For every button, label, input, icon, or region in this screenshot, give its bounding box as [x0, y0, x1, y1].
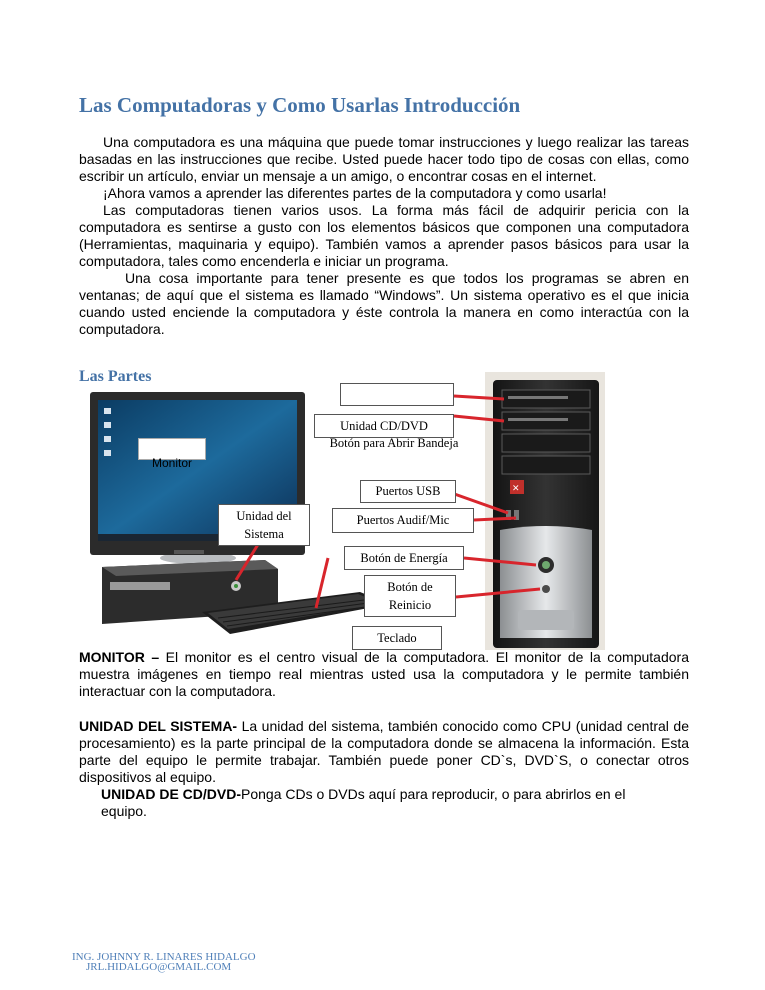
system-unit-description: [79, 718, 689, 786]
system-unit-term: UNIDAD DEL SISTEMA-: [79, 718, 238, 734]
cd-dvd-term: UNIDAD DE CD/DVD-: [101, 786, 241, 802]
system-unit-label-line-1: Unidad del: [236, 509, 292, 523]
reset-button-label-line-1: Botón de: [387, 580, 433, 594]
tray-button-label: Botón para Abrir Bandeja: [329, 436, 459, 450]
intro-paragraph-1: Una computadora es una máquina que puede tomar instrucciones y luego realizar las tareas basadas en las instrucciones que recibe. Usted puede hacer todo tipo de cosas con ellas, como escribir un artículo, enviar un mensaje a un amigo, o encontrar cosas en el internet.: [79, 134, 689, 184]
monitor-description: [79, 649, 689, 700]
parts-heading: Las Partes: [79, 368, 152, 385]
intro-paragraph-2: ¡Ahora vamos a aprender las diferentes partes de la computadora y como usarla!: [103, 185, 607, 201]
monitor-label: Monitor: [151, 456, 192, 470]
svg-text:✕: ✕: [512, 483, 520, 493]
footer-email: JRL.HIDALGO@GMAIL.COM: [86, 961, 232, 973]
monitor-term: MONITOR –: [79, 649, 160, 665]
usb-ports-label: Puertos USB: [360, 480, 456, 503]
reset-button-label-line-2: Reinicio: [388, 598, 432, 612]
blank-label-box: [340, 383, 454, 406]
computer-parts-figure: [90, 372, 610, 650]
power-button-label: Botón de Energía: [344, 546, 464, 570]
system-unit-label: [218, 504, 310, 546]
monitor-text: El monitor es el centro visual de la computadora. El monitor de la computadora muestra imágenes en tiempo real mientras usted usa la computadora y le permite también interactuar con la computadora.: [79, 649, 689, 699]
intro-section: [79, 134, 689, 338]
keyboard-label: Teclado: [352, 626, 442, 650]
audio-ports-label: Puertos Audif/Mic: [332, 508, 474, 533]
page-title: Las Computadoras y Como Usarlas Introducción: [79, 93, 521, 117]
cd-dvd-text: Ponga CDs o DVDs aquí para reproducir, o para abrirlos en el equipo.: [101, 786, 626, 819]
footer: [72, 952, 256, 972]
intro-paragraph-3: Las computadoras tienen varios usos. La forma más fácil de adquirir pericia con la computadora es sentirse a gusto con los elementos básicos que componen una computadora (Herramientas, maquinaria y equipo). También vamos a aprender pasos básicos para usar la computadora, tales como encenderla e iniciar un programa.: [79, 202, 689, 269]
footer-author: ING. JOHNNY R. LINARES HIDALGO: [72, 951, 256, 963]
cd-dvd-description: [101, 786, 671, 820]
system-unit-label-line-2: Sistema: [244, 527, 284, 541]
reset-button-label: [364, 575, 456, 617]
cd-dvd-label: Unidad CD/DVD: [314, 414, 454, 438]
system-unit-text: La unidad del sistema, también conocido como CPU (unidad central de procesamiento) es la parte principal de la computadora donde se almacena la información. Esta parte del equipo le permite trabajar. También puede poner CD`s, DVD`S, o conectar otros dispositivos al equipo.: [79, 718, 689, 785]
intro-paragraph-4: Una cosa importante para tener presente es que todos los programas se abren en ventanas; de aquí que el sistema es llamado “Windows”. Un sistema operativo es el que inicia cuando usted enciende la computadora y éste controla la manera en como interactúa con la computadora.: [79, 270, 689, 337]
